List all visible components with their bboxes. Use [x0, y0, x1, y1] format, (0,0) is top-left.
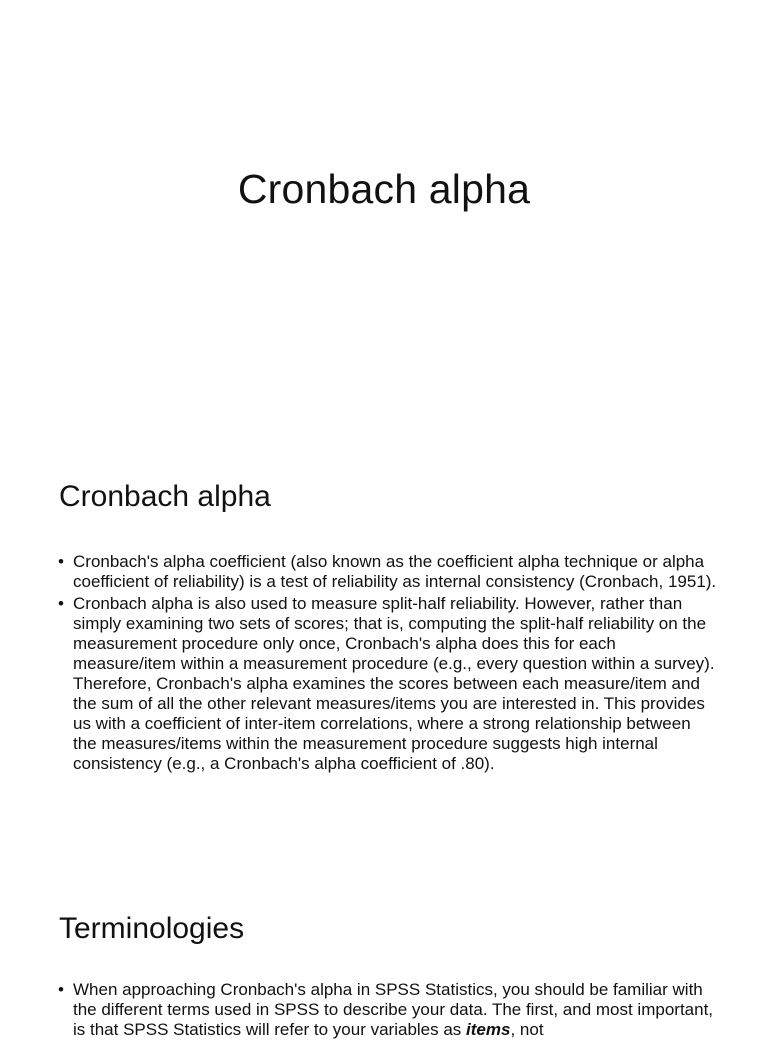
- bullet-text: , not: [510, 1020, 544, 1039]
- bullet-text: When approaching Cronbach's alpha in SPSS Statistics, you should be familiar with the different terms used in SPSS to describe your data. The first, and most important, is that SPSS Statistics will refer to your variables as: [73, 980, 714, 1039]
- title-slide: [0, 0, 768, 436]
- bullet-list: [58, 980, 718, 1042]
- bullet-item: • Cronbach's alpha coefficient (also known as the coefficient alpha technique or alpha coefficient of reliability) is a test of reliability as internal consistency (Cronbach, 1951).: [58, 552, 718, 592]
- slide-title: Cronbach alpha: [237, 166, 531, 212]
- bullet-item: • Cronbach alpha is also used to measure split-half reliability. However, rather than simply examining two sets of scores; that is, computing the split-half reliability on the measurement procedure only once, Cronbach's alpha does this for each measure/item within a measurement procedure (e.g., every question within a survey). Therefore, Cronbach's alpha examines the scores between each measure/item and the sum of all the other relevant measures/items you are interested in. This provides us with a coefficient of inter-item correlations, where a strong relationship between the measures/items within the measurement procedure suggests high internal consistency (e.g., a Cronbach's alpha coefficient of .80).: [58, 594, 718, 774]
- bullet-item: [58, 980, 718, 1040]
- content-slide-cronbach-alpha: [0, 440, 768, 880]
- bullet-list: [58, 552, 718, 776]
- slide-heading: Cronbach alpha: [59, 480, 271, 513]
- emphasized-term: items: [466, 1020, 511, 1039]
- slide-heading: Terminologies: [59, 912, 245, 945]
- content-slide-terminologies: [0, 884, 768, 1039]
